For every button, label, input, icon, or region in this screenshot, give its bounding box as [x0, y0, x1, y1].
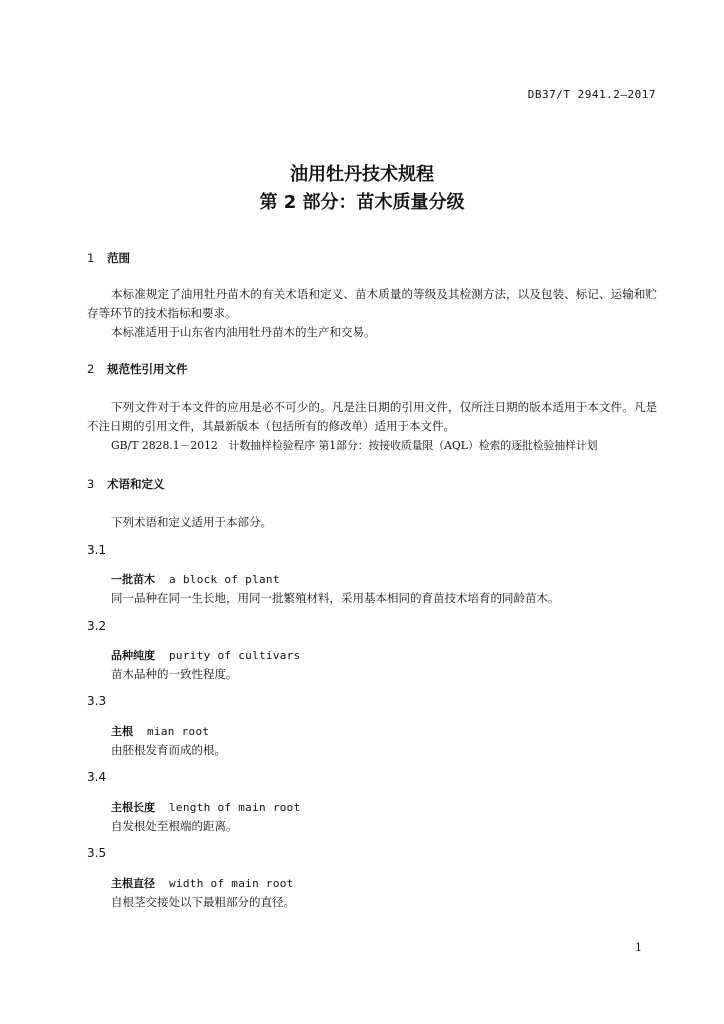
term-english: a block of plant: [169, 573, 280, 586]
term-chinese: 主根直径: [111, 877, 155, 890]
term-english: length of main root: [169, 801, 301, 814]
standard-code: DB37/T 2941.2—2017: [527, 88, 656, 101]
term-definition: 由胚根发育而成的根。: [111, 743, 226, 757]
term-entry: [111, 799, 301, 815]
scope-paragraph-1: 本标准规定了油用牡丹苗木的有关术语和定义、苗木质量的等级及其检测方法，以及包装、标记、运输和贮存等环节的技术指标和要求。: [87, 287, 657, 320]
section-title: 范围: [107, 251, 130, 265]
section-title: 术语和定义: [107, 477, 165, 491]
term-chinese: 主根: [111, 725, 133, 738]
term-english: mian root: [147, 725, 210, 738]
term-entry: [111, 723, 209, 739]
section-heading-terms: [87, 476, 165, 492]
section-number: 1: [87, 251, 95, 265]
term-definition: 自发根处至根端的距离。: [111, 819, 238, 833]
term-english: width of main root: [169, 877, 294, 890]
section-number: 3: [87, 477, 95, 491]
term-english: purity of cultivars: [169, 649, 301, 662]
scope-paragraph-2: 本标准适用于山东省内油用牡丹苗木的生产和交易。: [111, 325, 376, 339]
clause-number: 3.5: [87, 846, 107, 860]
term-entry: [111, 647, 301, 663]
term-definition: 自根茎交接处以下最粗部分的直径。: [111, 895, 295, 909]
normative-paragraph: 下列文件对于本文件的应用是必不可少的。凡是注日期的引用文件，仅所注日期的版本适用于本文件。凡是不注日期的引用文件，其最新版本（包括所有的修改单）适用于本文件。: [87, 400, 657, 433]
term-entry: [111, 571, 280, 587]
terms-intro: 下列术语和定义适用于本部分。: [111, 515, 272, 529]
term-entry: [111, 875, 294, 891]
clause-number: 3.3: [87, 694, 107, 708]
clause-number: 3.4: [87, 770, 107, 784]
term-definition: 苗木品种的一致性程度。: [111, 667, 238, 681]
page-number: 1: [635, 941, 642, 954]
section-number: 2: [87, 362, 95, 376]
term-chinese: 主根长度: [111, 801, 155, 814]
section-heading-normative: [87, 361, 188, 377]
normative-reference: GB/T 2828.1－2012 计数抽样检验程序 第1部分：按接收质量限（AQL）检索的逐批检验抽样计划: [111, 439, 598, 452]
term-chinese: 品种纯度: [111, 649, 155, 662]
term-definition: 同一品种在同一生长地，用同一批繁殖材料，采用基本相同的育苗技术培育的同龄苗木。: [111, 591, 560, 605]
section-heading-scope: [87, 250, 130, 266]
clause-number: 3.1: [87, 543, 107, 557]
document-title: 油用牡丹技术规程: [290, 164, 434, 185]
clause-number: 3.2: [87, 619, 107, 633]
section-title: 规范性引用文件: [107, 362, 188, 376]
document-subtitle: 第 2 部分：苗木质量分级: [259, 192, 465, 213]
term-chinese: 一批苗木: [111, 573, 155, 586]
